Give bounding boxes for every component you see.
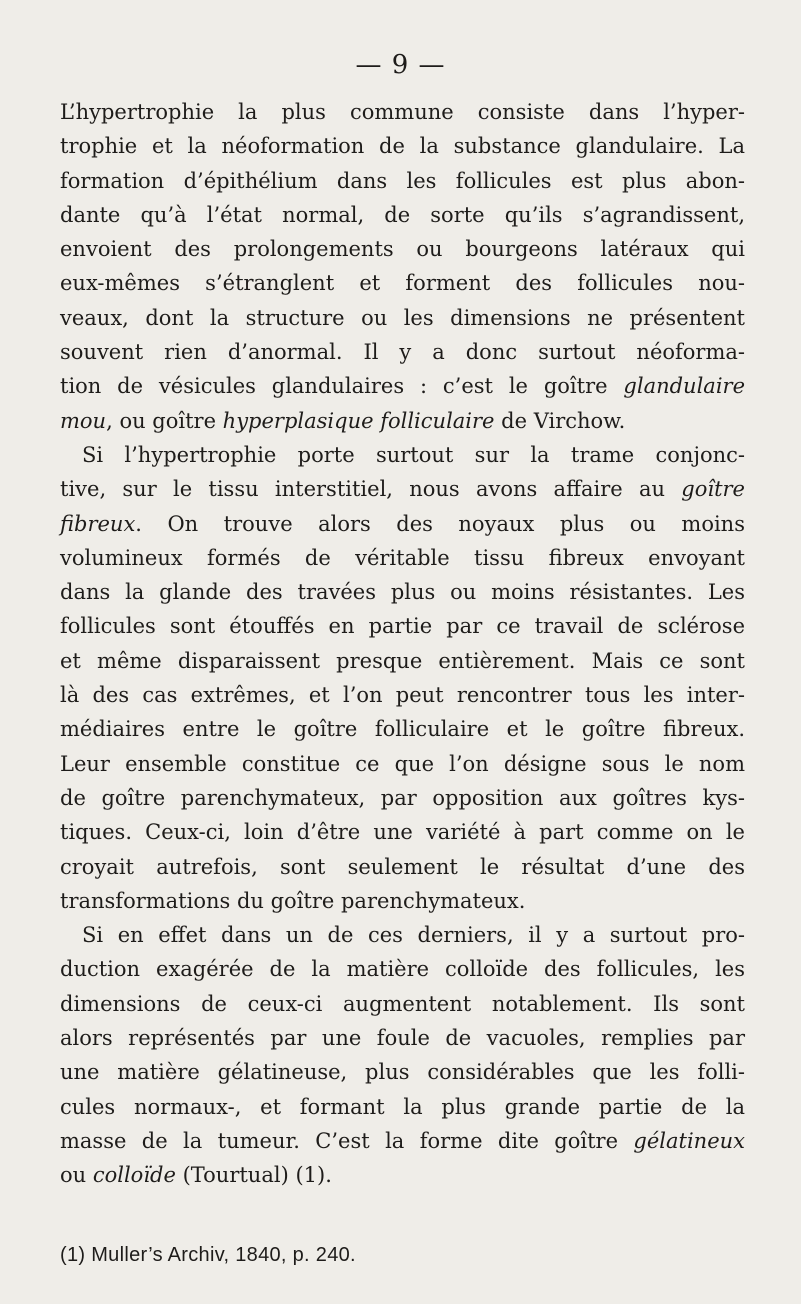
text-line xyxy=(60,850,745,884)
text-segment: alors représentés par une foule de vacuoles, remplies par xyxy=(60,1026,745,1051)
text-segment: là des cas extrêmes, et l’on peut rencontrer tous les inter- xyxy=(60,683,745,708)
text-segment: formation d’épithélium dans les follicules est plus abon- xyxy=(60,168,745,193)
text-line xyxy=(60,1124,745,1158)
text-segment: tive, sur le tissu interstitiel, nous avons affaire au xyxy=(60,477,682,502)
text-line xyxy=(60,369,745,403)
text-segment: Si l’hypertrophie porte surtout sur la trame conjonc- xyxy=(82,442,745,467)
text-line xyxy=(60,438,745,472)
text-segment: une matière gélatineuse, plus considérables que les folli- xyxy=(60,1060,745,1085)
text-line xyxy=(60,266,745,300)
text-segment: eux-mêmes s’étranglent et forment des follicules nou- xyxy=(60,271,745,296)
text-segment: cules normaux-, et formant la plus grande partie de la xyxy=(60,1094,745,1119)
text-segment: duction exagérée de la matière colloïde des follicules, les xyxy=(60,957,745,982)
text-line xyxy=(60,232,745,266)
text-segment: de goître parenchymateux, par opposition aux goîtres kys- xyxy=(60,785,745,810)
text-segment: dimensions de ceux-ci augmentent notablement. Ils sont xyxy=(60,991,745,1016)
text-line xyxy=(60,164,745,198)
text-segment: , ou goître xyxy=(106,408,223,433)
text-segment: follicules sont étouffés en partie par ce travail de sclérose xyxy=(60,614,745,639)
text-segment: ou xyxy=(60,1163,93,1188)
text-line xyxy=(60,1158,745,1192)
text-line xyxy=(60,129,745,163)
text-segment: masse de la tumeur. C’est la forme dite goître xyxy=(60,1128,634,1153)
text-segment: médiaires entre le goître folliculaire et le goître fibreux. xyxy=(60,717,745,742)
text-line xyxy=(60,95,745,129)
page-number: — 9 — xyxy=(355,50,446,80)
text-segment: veaux, dont la structure ou les dimensions ne présentent xyxy=(60,305,745,330)
italic-text: colloïde xyxy=(92,1163,176,1188)
text-segment: Si en effet dans un de ces derniers, il y a surtout pro- xyxy=(82,923,745,948)
text-segment: de Virchow. xyxy=(494,408,626,433)
text-line xyxy=(60,781,745,815)
text-line xyxy=(60,404,745,438)
text-line xyxy=(60,609,745,643)
text-line xyxy=(60,507,745,541)
text-line xyxy=(60,1055,745,1089)
text-line xyxy=(60,198,745,232)
text-segment: tiques. Ceux-ci, loin d’être une variété à part comme on le xyxy=(60,820,745,845)
text-segment: trophie et la néoformation de la substance glandulaire. La xyxy=(60,134,745,159)
text-line xyxy=(60,1021,745,1055)
text-line xyxy=(60,541,745,575)
italic-text: mou xyxy=(60,408,107,433)
italic-text: glandulaire xyxy=(623,374,745,399)
italic-text: hyperplasique folliculaire xyxy=(222,408,495,433)
text-segment: Leur ensemble constitue ce que l’on désigne sous le nom xyxy=(60,751,745,776)
text-line xyxy=(60,1090,745,1124)
footnote: (1) Muller’s Archiv, 1840, p. 240. xyxy=(60,1244,356,1266)
text-segment: transformations du goître parenchymateux. xyxy=(60,888,526,913)
text-line xyxy=(60,712,745,746)
italic-text: fibreux xyxy=(60,511,136,536)
text-line xyxy=(60,918,745,952)
text-segment: et même disparaissent presque entièrement. Mais ce sont xyxy=(60,648,745,673)
body-text xyxy=(60,95,745,1193)
italic-text: gélatineux xyxy=(633,1128,745,1153)
text-segment: . On trouve alors des noyaux plus ou moins xyxy=(135,511,745,536)
text-line xyxy=(60,815,745,849)
text-line xyxy=(60,575,745,609)
text-line xyxy=(60,301,745,335)
text-segment: souvent rien d’anormal. Il y a donc surtout néoforma- xyxy=(60,340,745,365)
text-line xyxy=(60,644,745,678)
text-segment: volumineux formés de véritable tissu fibreux envoyant xyxy=(60,545,745,570)
text-line xyxy=(60,747,745,781)
text-line xyxy=(60,987,745,1021)
text-line xyxy=(60,884,745,918)
text-line xyxy=(60,678,745,712)
text-segment: (Tourtual) (1). xyxy=(175,1163,332,1188)
text-line xyxy=(60,472,745,506)
text-segment: dante qu’à l’état normal, de sorte qu’ils s’agrandissent, xyxy=(60,202,745,227)
text-segment: dans la glande des travées plus ou moins résistantes. Les xyxy=(60,580,745,605)
text-segment: croyait autrefois, sont seulement le résultat d’une des xyxy=(60,854,745,879)
text-segment: envoient des prolongements ou bourgeons latéraux qui xyxy=(60,237,745,262)
text-segment: L’hypertrophie la plus commune consiste dans l’hyper- xyxy=(60,100,745,124)
text-line xyxy=(60,335,745,369)
italic-text: goître xyxy=(681,477,745,502)
text-segment: tion de vésicules glandulaires : c’est le goître xyxy=(60,374,624,399)
text-line xyxy=(60,952,745,986)
